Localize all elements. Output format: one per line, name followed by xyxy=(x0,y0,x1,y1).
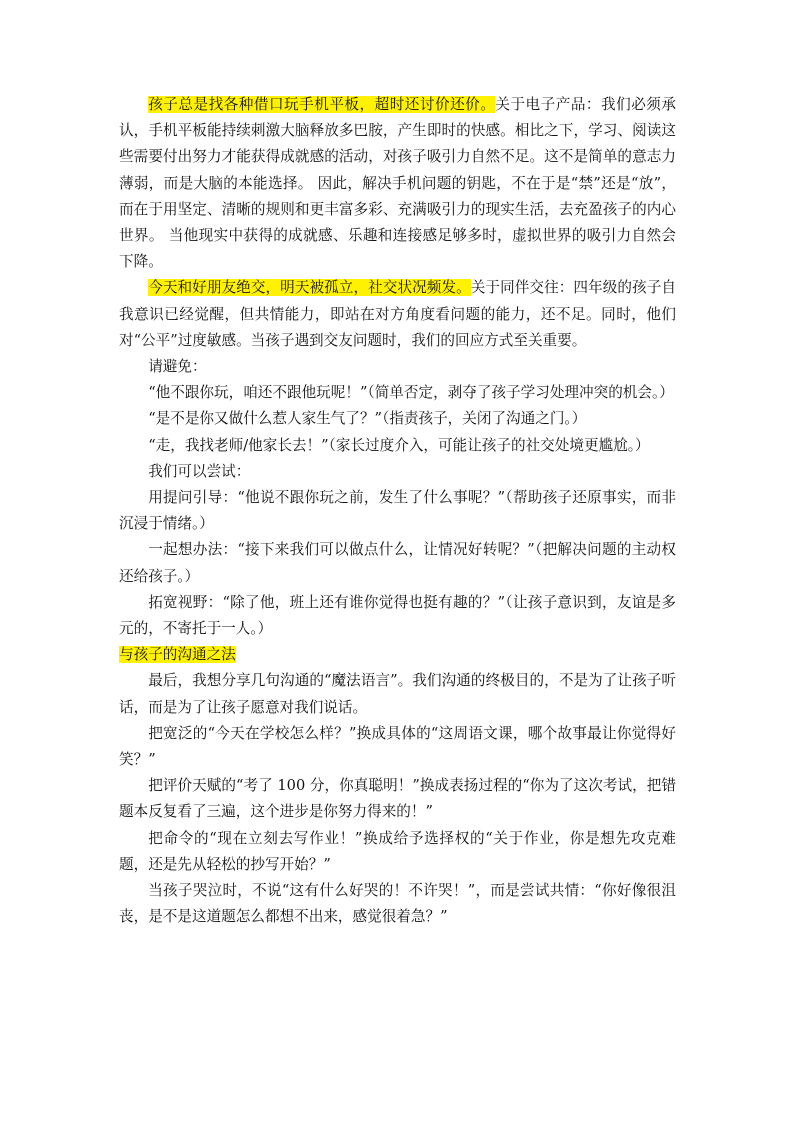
paragraph-electronics xyxy=(119,92,676,275)
paragraph-text: 用提问引导：“他说不跟你玩之前，发生了什么事呢？”（帮助孩子还原事实，而非沉浸于情绪。） xyxy=(119,489,676,533)
section-heading xyxy=(119,642,676,668)
document-body xyxy=(119,92,676,931)
paragraph-try-label xyxy=(119,459,676,485)
section-paragraph: 最后，我想分享几句沟通的“魔法语言”。我们沟通的终极目的，不是为了让孩子听话，而是为了让孩子愿意对我们说话。 xyxy=(119,672,676,716)
paragraph-avoid-1 xyxy=(119,380,676,406)
paragraph-avoid-2 xyxy=(119,406,676,432)
section-paragraph: 当孩子哭泣时，不说“这有什么好哭的！不许哭！”，而是尝试共情：“你好像很沮丧，是不是这道题怎么都想不出来，感觉很着急？” xyxy=(119,882,676,926)
paragraph-text: 关于同伴交往：四年级的孩子自我意识已经觉醒，但共情能力，即站在对方角度看问题的能力，还不足。同时，他们对“公平”过度敏感。当孩子遇到交友问题时，我们的回应方式至关重要。 xyxy=(119,279,676,349)
paragraph-text: “是不是你又做什么惹人家生气了？”（指责孩子，关闭了沟通之门。） xyxy=(148,410,587,428)
paragraph-try-1 xyxy=(119,485,676,537)
section-heading-text: 与孩子的沟通之法 xyxy=(119,646,236,664)
paragraph-text: “走，我找老师/他家长去！”（家长过度介入，可能让孩子的社交处境更尴尬。） xyxy=(148,436,650,454)
paragraph-text: 关于电子产品：我们必须承认，手机平板能持续刺激大脑释放多巴胺，产生即时的快感。相比之下，学习、阅读这些需要付出努力才能获得成就感的活动，对孩子吸引力自然不足。这不是简单的意志力薄弱，而是大脑的本能选择。 因此，解决手机问题的钥匙，不在于是“禁”还是“放”，而在于用坚定、清晰的规则和更丰富多彩、充满吸引力的现实生活，去充盈孩子的内心世界。 当他现实中获得的成就感、乐趣和连接感足够多时，虚拟世界的吸引力自然会下降。 xyxy=(119,96,676,271)
section-paragraph: 把命令的“现在立刻去写作业！”换成给予选择权的“关于作业，你是想先攻克难题，还是先从轻松的抄写开始？” xyxy=(119,829,676,873)
paragraph-text: 我们可以尝试： xyxy=(148,462,251,480)
paragraph-text: 一起想办法：“接下来我们可以做点什么，让情况好转呢？”（把解决问题的主动权还给孩子。） xyxy=(119,541,676,585)
paragraph-text: 请避免： xyxy=(148,358,207,376)
paragraph-avoid-label xyxy=(119,354,676,380)
section-paragraph: 把宽泛的“今天在学校怎么样？”换成具体的“这周语文课，哪个故事最让你觉得好笑？” xyxy=(119,724,676,769)
paragraph-try-2 xyxy=(119,537,676,589)
paragraph-text: 拓宽视野：“除了他，班上还有谁你觉得也挺有趣的？”（让孩子意识到，友谊是多元的，不寄托于一人。） xyxy=(119,593,676,638)
highlight-peers: 今天和好朋友绝交，明天被孤立，社交状况频发。 xyxy=(148,279,471,297)
paragraph-try-3 xyxy=(119,590,676,642)
highlight-electronics: 孩子总是找各种借口玩手机平板，超时还讨价还价。 xyxy=(148,96,496,113)
paragraph-text: “他不跟你玩，咱还不跟他玩呢！”（简单否定，剥夺了孩子学习处理冲突的机会。） xyxy=(148,384,674,402)
paragraph-avoid-3 xyxy=(119,433,676,459)
paragraph-peers xyxy=(119,275,676,354)
section-paragraph: 把评价天赋的“考了 100 分，你真聪明！”换成表扬过程的“你为了这次考试，把错题本反复看了三遍，这个进步是你努力得来的！” xyxy=(119,777,676,821)
